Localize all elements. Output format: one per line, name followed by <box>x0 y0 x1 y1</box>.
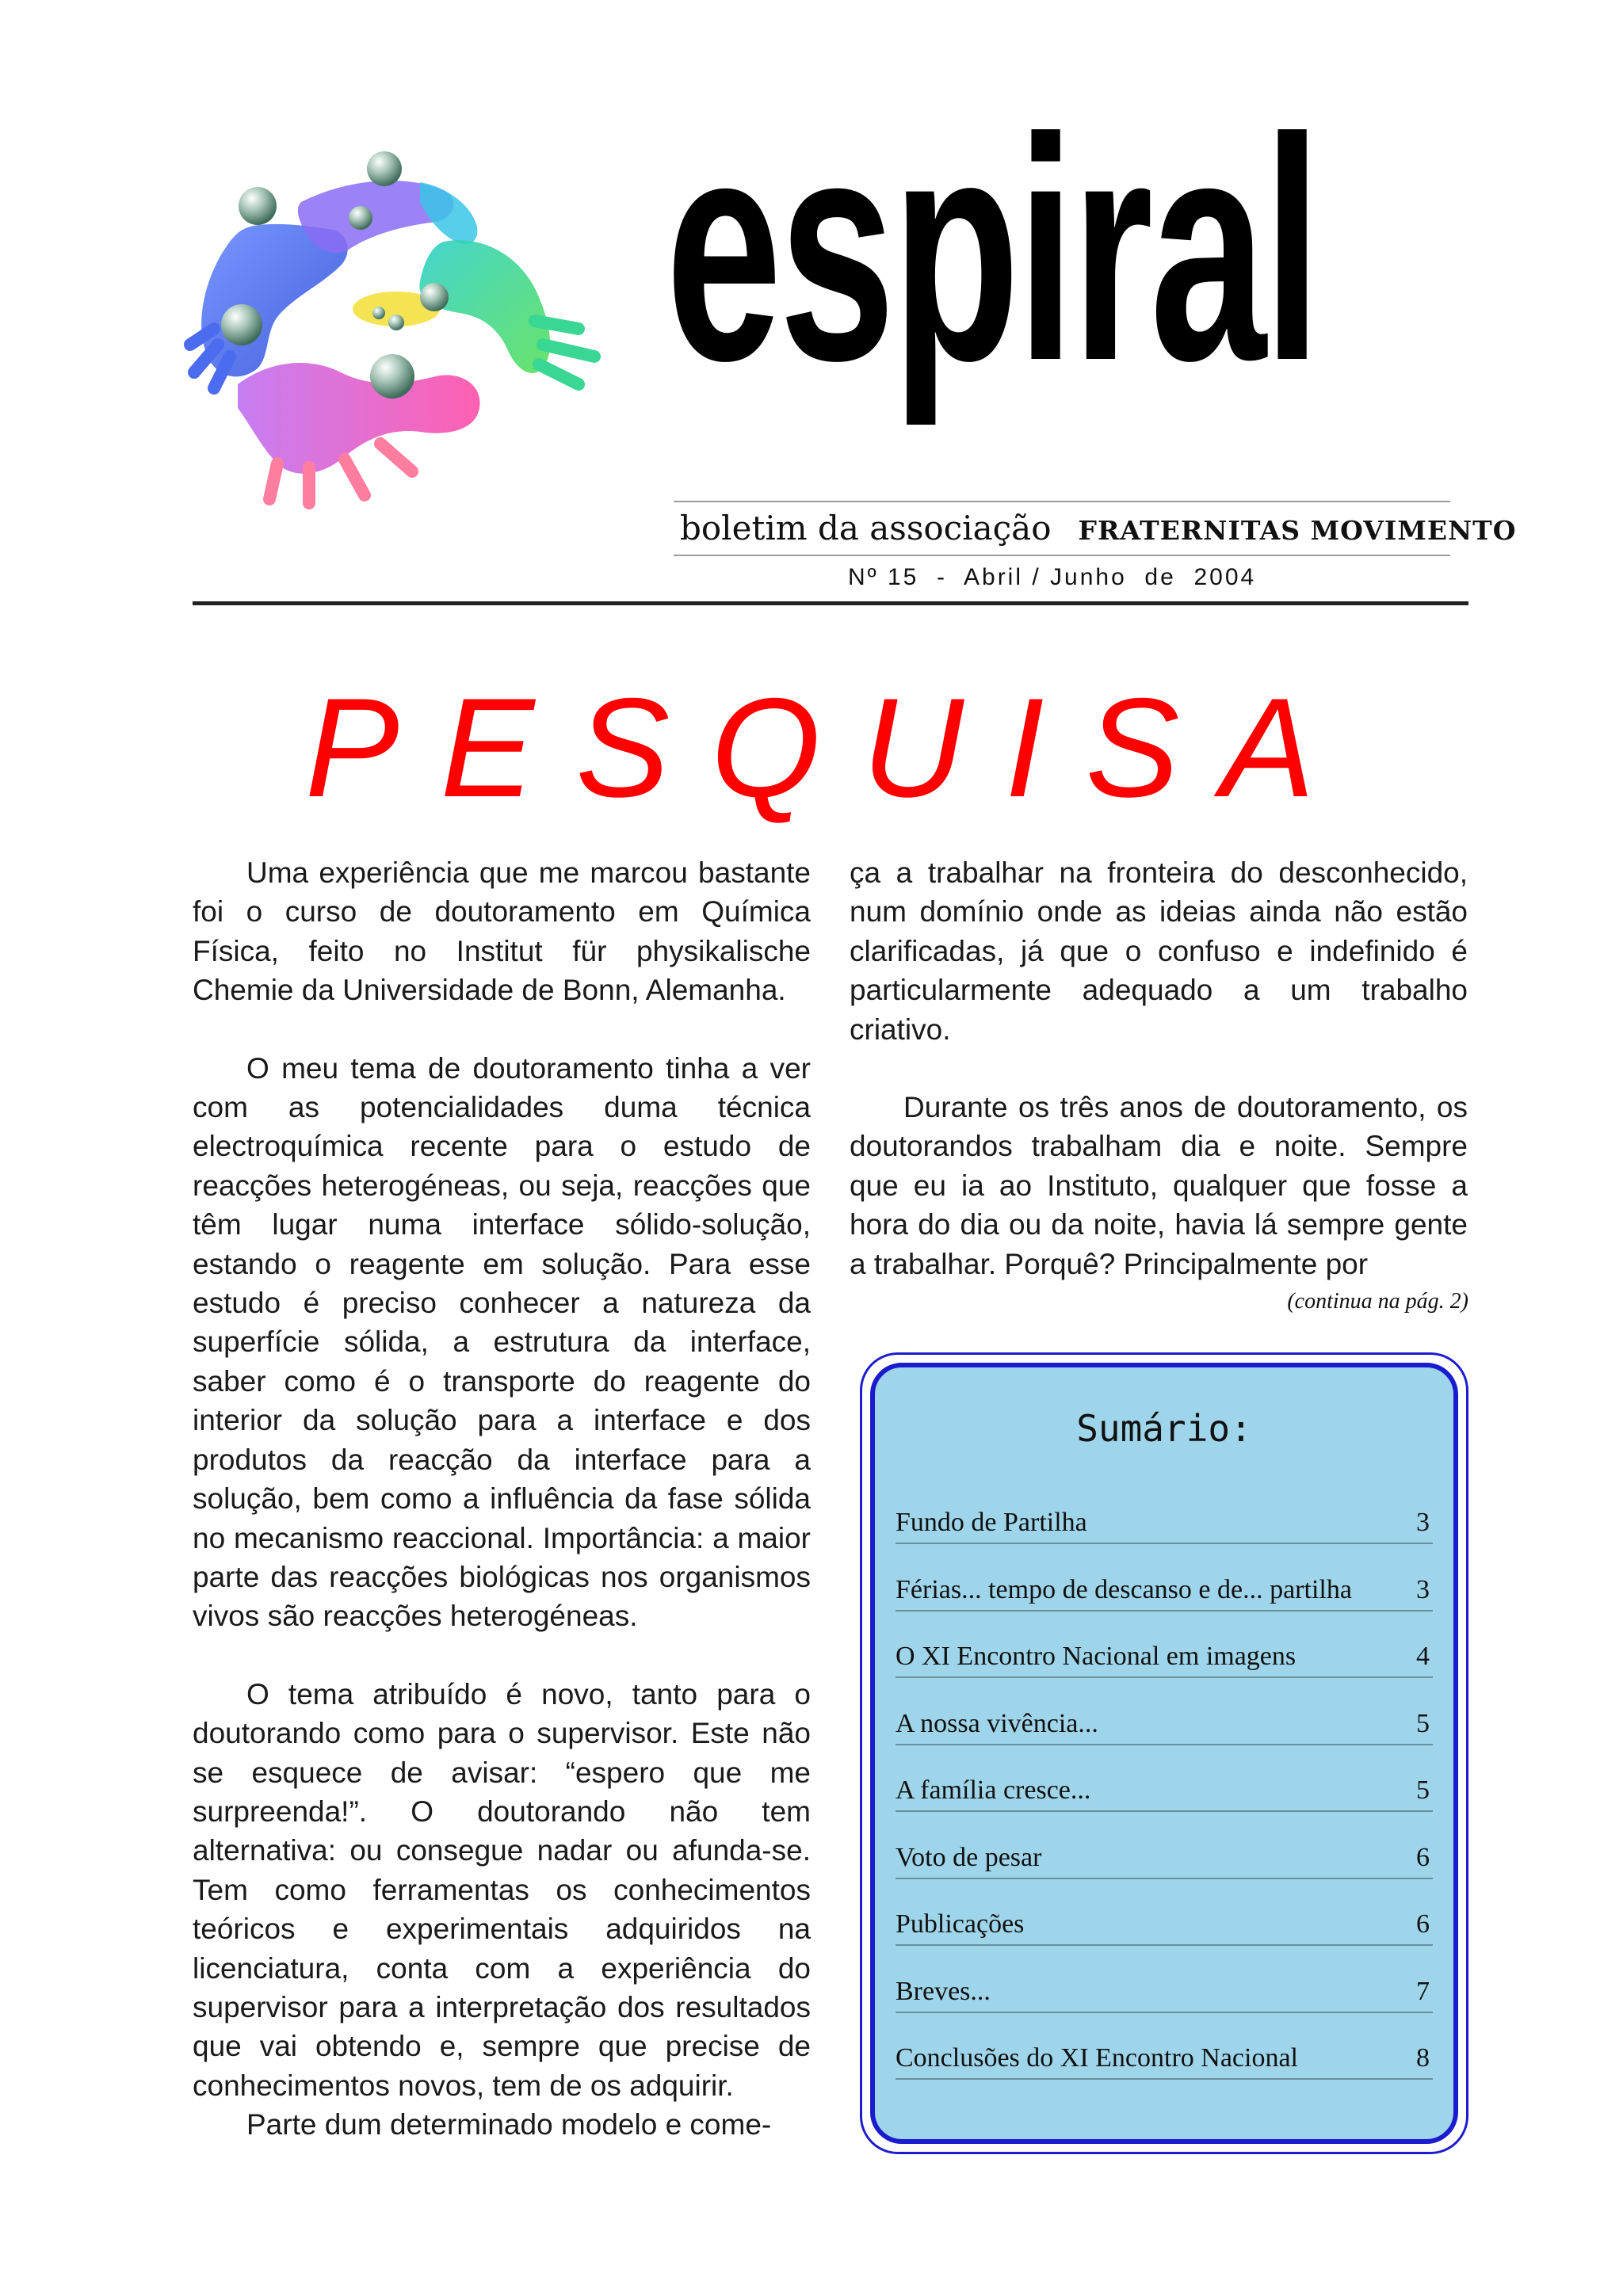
toc-item-title: Conclusões do XI Encontro Nacional <box>896 2043 1298 2073</box>
toc-item-title: Férias... tempo de descanso e de... partilha <box>896 1575 1352 1604</box>
toc-item-title: A família cresce... <box>896 1775 1091 1805</box>
toc-item[interactable] <box>896 1775 1433 1812</box>
toc-item[interactable] <box>896 1575 1433 1611</box>
subtitle-top-rule <box>674 501 1450 502</box>
article-paragraph: O tema atribuído é novo, tanto para o doutorando como para o supervisor. Este não se esquece de avisar: “espero que me surpreenda!”. O doutorando não tem alternativa: ou consegue nadar ou afunda-se. Tem como ferramentas os conhecimentos teóricos e experimentais adquiridos na licenciatura, conta com a experiência do supervisor para a interpretação dos resultados que vai obtendo e, sempre que precise de conhecimentos novos, tem de os adquirir. <box>193 1677 811 2102</box>
toc-item-page: 5 <box>1416 1709 1430 1738</box>
article-column-left <box>193 853 811 2145</box>
toc-item-page: 4 <box>1416 1642 1430 1671</box>
newsletter-subtitle <box>680 509 1517 547</box>
toc-item[interactable] <box>896 1508 1433 1544</box>
subtitle-bottom-rule <box>674 555 1450 556</box>
spiral-logo <box>182 147 626 511</box>
toc-item[interactable] <box>896 1642 1433 1678</box>
article-paragraph: O meu tema de doutoramento tinha a ver com as potencialidades duma técnica electroquímica recente para o estudo de reacções heterogéneas, ou seja, reacções que têm lugar numa interface sólido-solução, estando o reagente em solução. Para esse estudo é preciso conhecer a natureza da superfície sólida, a estrutura da interface, saber como é o transporte do reagente do interior da solução para a interface e dos produtos da reacção da interface para a solução, bem como a influência da fase sólida no mecanismo reaccional. Importância: a maior parte das reacções biológicas nos organismos vivos são reacções heterogéneas. <box>193 1051 811 1633</box>
toc-item[interactable] <box>896 1843 1433 1879</box>
toc-item-page: 8 <box>1416 2043 1430 2073</box>
summary-box <box>860 1352 1468 2154</box>
issue-info: Nº 15 - Abril / Junho de 2004 <box>848 564 1257 590</box>
toc-item[interactable] <box>896 1909 1433 1946</box>
toc-item-page: 6 <box>1416 1909 1430 1939</box>
toc-item[interactable] <box>896 1709 1433 1745</box>
toc-item-title: A nossa vivência... <box>896 1709 1098 1738</box>
article-paragraph: ça a trabalhar na fronteira do desconhecido, num domínio onde as ideias ainda não estão clarificadas, já que o confuso e indefinido é particularmente adequado a um trabalho criativo. <box>850 856 1468 1046</box>
toc-item[interactable] <box>896 1977 1433 2013</box>
toc-item-title: Publicações <box>896 1909 1025 1939</box>
subtitle-text: boletim da associação <box>680 509 1052 547</box>
article-paragraph: Parte dum determinado modelo e come- <box>246 2108 772 2142</box>
summary-title: Sumário: <box>1076 1407 1252 1450</box>
continued-note: (continua na pág. 2) <box>1287 1289 1468 1314</box>
summary-box-inner <box>870 1363 1458 2144</box>
toc-item-title: O XI Encontro Nacional em imagens <box>896 1642 1296 1671</box>
toc-item-page: 3 <box>1416 1508 1430 1537</box>
organization-name: FRATERNITAS MOVIMENTO <box>1078 515 1517 546</box>
toc-item-title: Voto de pesar <box>896 1843 1042 1872</box>
masthead-rule <box>193 601 1468 605</box>
article-paragraph: Uma experiência que me marcou bastante foi o curso de doutoramento em Química Física, feito no Institut für physikalische Chemie da Universidade de Bonn, Alemanha. <box>193 856 811 1007</box>
toc-item-page: 6 <box>1416 1843 1430 1872</box>
toc-item-title: Fundo de Partilha <box>896 1508 1087 1537</box>
toc-item-page: 7 <box>1416 1977 1430 2006</box>
toc-item[interactable] <box>896 2043 1433 2080</box>
newsletter-title: espiral <box>666 72 1319 426</box>
article-column-right <box>850 853 1468 1283</box>
headline: PESQUISA <box>305 669 1357 826</box>
toc-item-title: Breves... <box>896 1977 991 2006</box>
toc-item-page: 5 <box>1416 1775 1430 1805</box>
article-paragraph: Durante os três anos de doutoramento, os doutorandos trabalham dia e noite. Sempre que eu ia ao Instituto, qualquer que fosse a hora do dia ou da noite, havia lá sempre gente a trabalhar. Porquê? Principalmente por <box>850 1091 1468 1280</box>
toc-item-page: 3 <box>1416 1575 1430 1604</box>
